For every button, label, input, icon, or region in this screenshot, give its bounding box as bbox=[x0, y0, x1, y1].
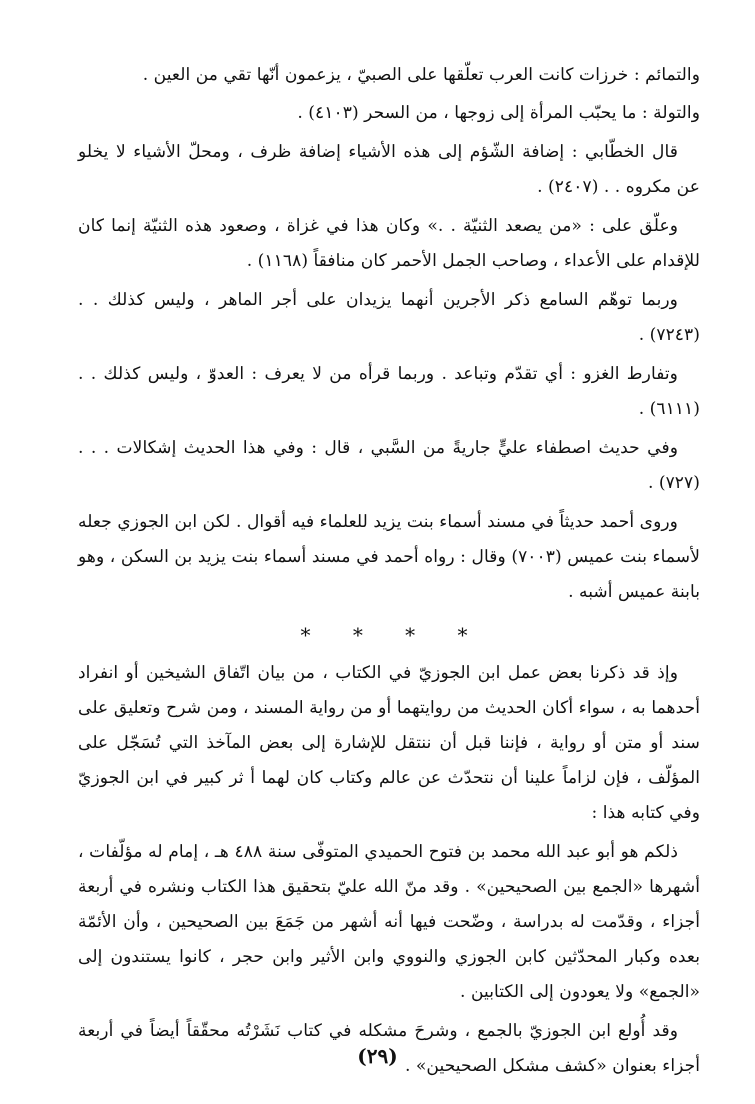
page-number: (٢٩) bbox=[357, 1044, 398, 1068]
separator-star: * bbox=[405, 623, 426, 647]
paragraph-tiwala: والتولة : ما يحبّب المرأة إلى زوجها ، من السحر (٤١٠٣) . bbox=[297, 103, 700, 123]
paragraph-intro-humaidi: وإذ قد ذكرنا بعض عمل ابن الجوزيّ في الكتاب ، من بيان اتّفاق الشيخين أو انفراد أحدهما به ، سواء أكان الحديث من روايتهما أو من رواية المسند ، ومن شرح وتعليق على سند أو متن أو رواية ، فإننا قبل أن ننتقل للإشارة إلى بعض المآخذ التي تُسَجّل على المؤلّف ، فإن لزاماً علينا أن نتحدّث عن عالم وكتاب كان لهما أ ثر كبير في ابن الجوزيّ وفي كتابه هذا : bbox=[78, 663, 700, 823]
separator-star: * bbox=[457, 623, 478, 647]
paragraph-asma: وروى أحمد حديثاً في مسند أسماء بنت يزيد للعلماء فيه أقوال . لكن ابن الجوزي جعله لأسماء بنت عميس (٧٠٠٣) وقال : رواه أحمد في مسند أسماء بنت يزيد بن السكن ، وهو بابنة عميس أشبه . bbox=[78, 512, 700, 602]
paragraph-humaidi: ذلكم هو أبو عبد الله محمد بن فتوح الحميدي المتوفّى سنة ٤٨٨ هـ ، إمام له مؤلّفات ، أشهرها «الجمع بين الصحيحين» . وقد منّ الله عليّ بتحقيق هذا الكتاب ونشره في أربعة أجزاء ، وقدّمت له بدراسة ، وضّحت فيها أنه أشهر من جَمَعَ بين الصحيحين ، وأن الأئمّة بعده وكبار المحدّثين كابن الجوزي والنووي وابن الأثير وابن حجر ، كانوا يستندون إلى «الجمع» ولا يعودون إلى الكتابين . bbox=[78, 842, 700, 1002]
paragraph-ajrayn: وربما توهّم السامع ذكر الأجرين أنهما يزيدان على أجر الماهر ، وليس كذلك . . (٧٢٤٣) . bbox=[78, 290, 700, 345]
paragraph-tamaim: والتمائم : خرزات كانت العرب تعلّقها على الصبيّ ، يزعمون أنّها تقي من العين . bbox=[142, 65, 700, 85]
paragraph-thaniyya: وعلّق على : «من يصعد الثنيّة . .» وكان هذا في غزاة ، وصعود هذه الثنيّة إنما كان للإقدام على الأعداء ، وصاحب الجمل الأحمر كان منافقاً (١١٦٨) . bbox=[78, 216, 700, 271]
section-separator bbox=[78, 622, 700, 648]
paragraph-tafarut: وتفارط الغزو : أي تقدّم وتباعد . وربما قرأه من لا يعرف : العدوّ ، وليس كذلك . . (٦١١١) . bbox=[78, 364, 700, 419]
paragraph-kashf: وقد أُولع ابن الجوزيّ بالجمع ، وشرحَ مشكله في كتاب نَشَرْتُه محقّقاً أيضاً في أربعة أجزاء بعنوان «كشف مشكل الصحيحين» . bbox=[78, 1021, 700, 1076]
paragraph-istifa: وفي حديث اصطفاء عليٍّ جاريةً من السَّبي ، قال : وفي هذا الحديث إشكالات . . . (٧٢٧) . bbox=[78, 438, 700, 493]
separator-star: * bbox=[352, 623, 373, 647]
paragraph-khattabi: قال الخطّابي : إضافة الشّؤم إلى هذه الأشياء إضافة ظرف ، ومحلّ الأشياء لا يخلو عن مكروه . . (٢٤٠٧) . bbox=[78, 142, 700, 197]
separator-star: * bbox=[300, 623, 321, 647]
main-text bbox=[78, 58, 700, 1088]
